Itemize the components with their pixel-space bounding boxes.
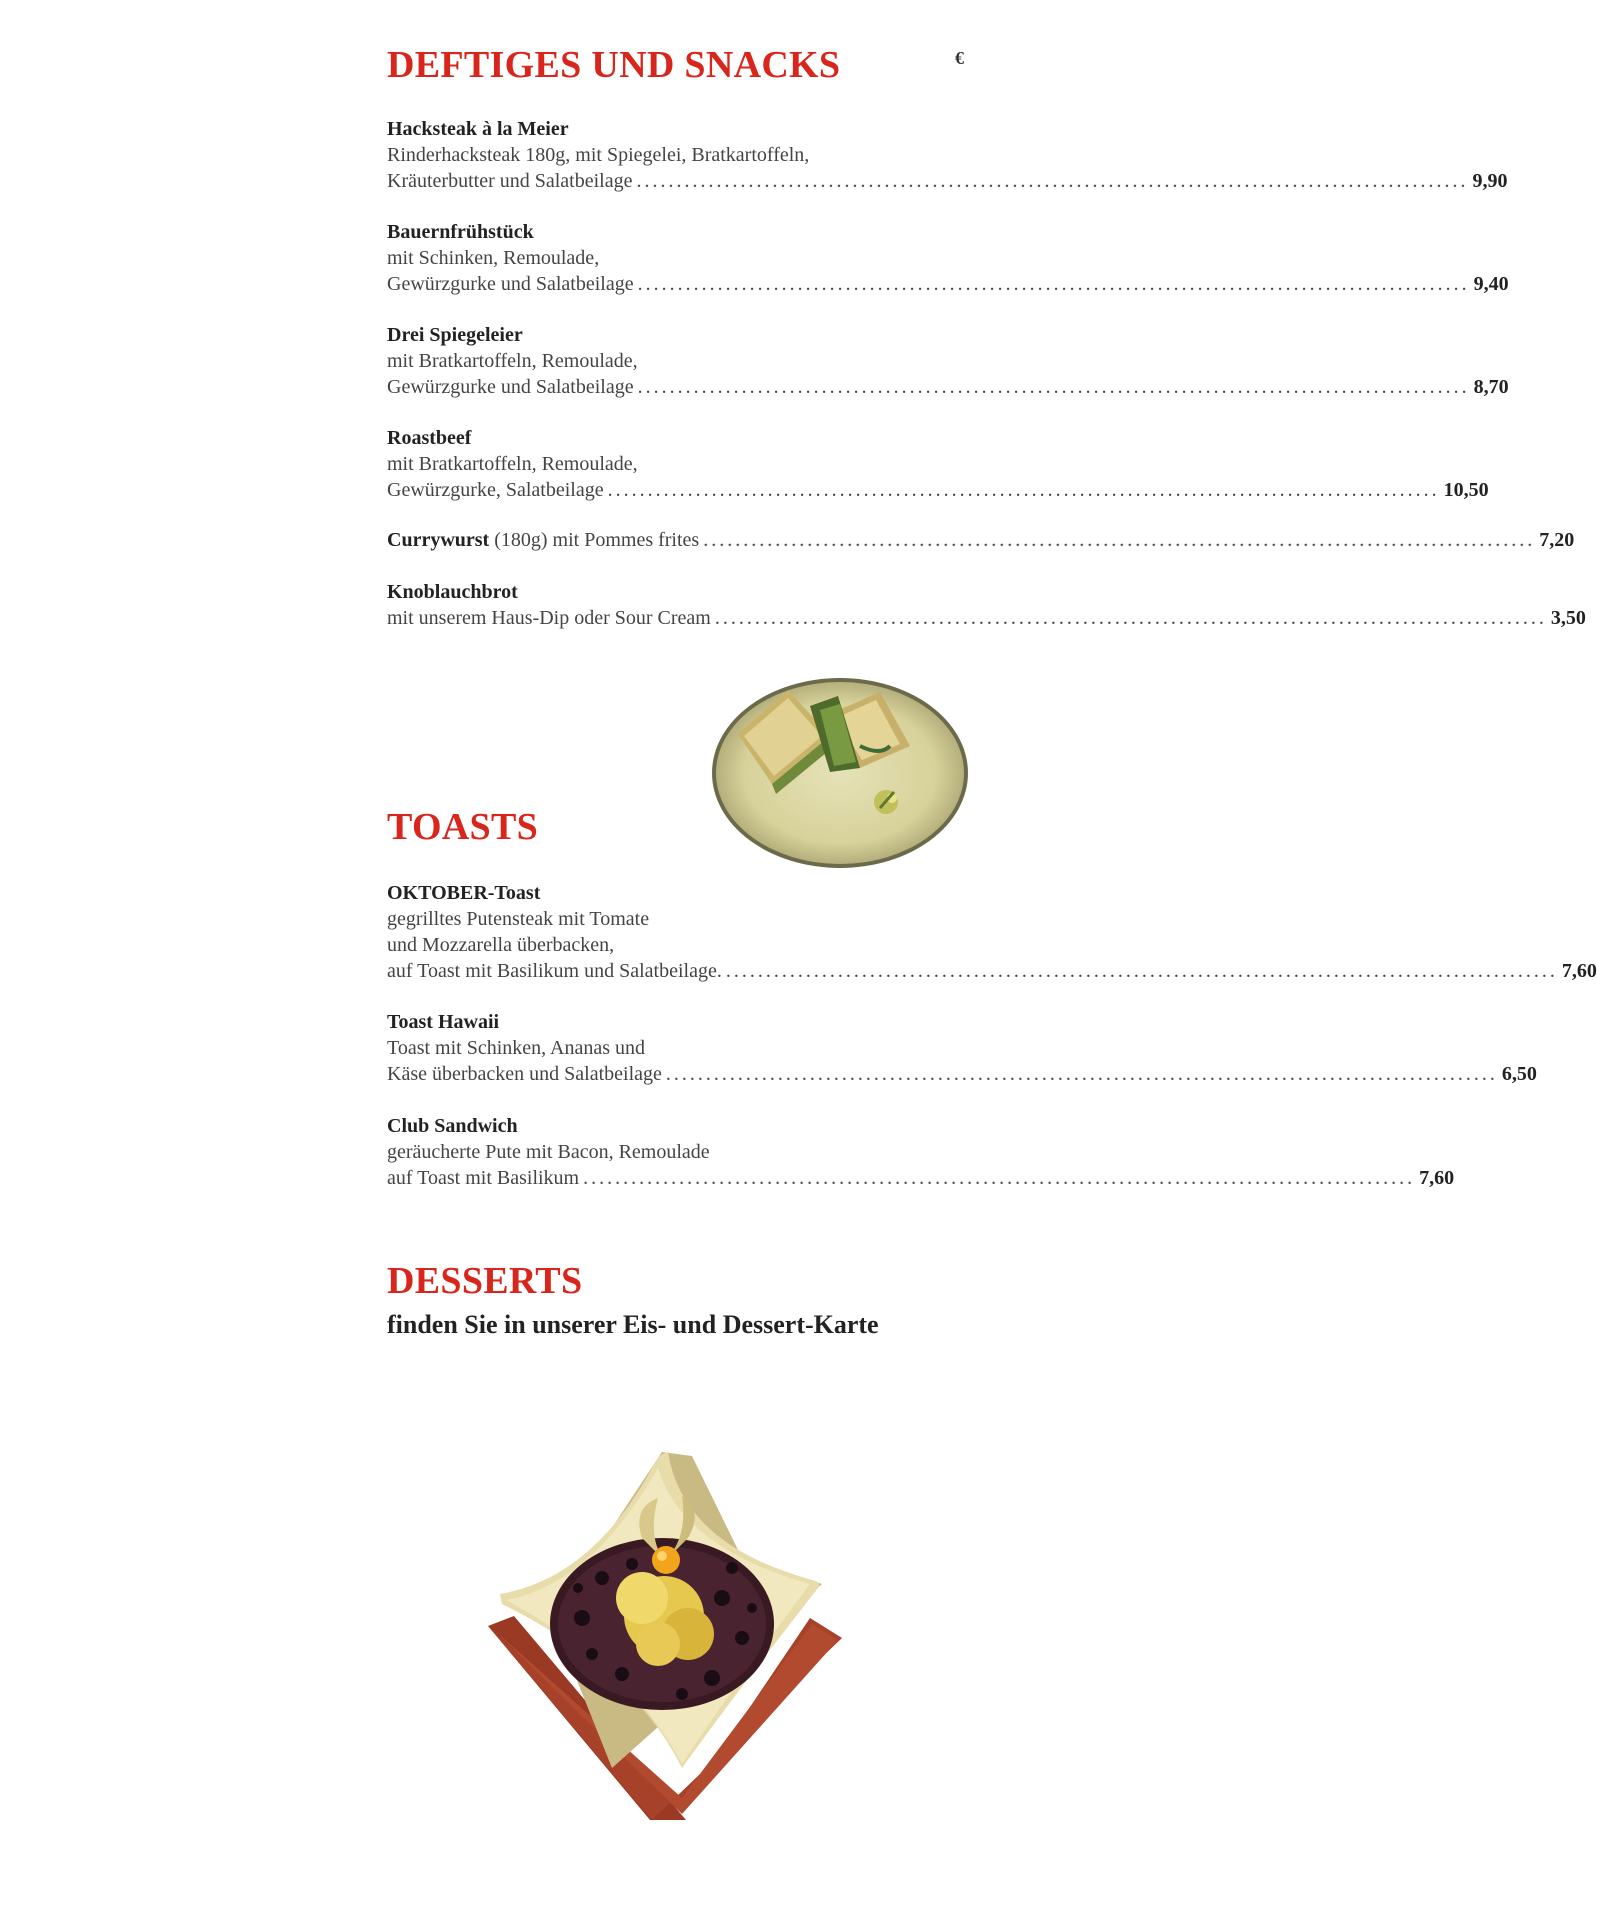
item-price: 8,70 <box>1473 376 1509 398</box>
dot-leader: ........................................................................................................ <box>703 529 1536 551</box>
menu-item <box>387 219 1509 297</box>
item-text <box>387 527 699 553</box>
menu-item <box>387 425 1489 503</box>
item-description: auf Toast mit Basilikum und Salatbeilage. <box>387 960 722 982</box>
dessert-plate-image <box>482 1448 882 1820</box>
item-description: und Mozzarella überbacken, <box>387 934 615 956</box>
section-title-toasts: TOASTS <box>387 806 539 848</box>
item-description: gegrilltes Putensteak mit Tomate <box>387 908 650 930</box>
price-line <box>387 527 1575 553</box>
menu-item <box>387 579 1586 631</box>
section-title-desserts: DESSERTS <box>387 1260 583 1302</box>
price-line <box>387 958 1597 984</box>
item-price: 7,60 <box>1561 960 1597 982</box>
dot-leader: ........................................................................................................ <box>714 607 1547 629</box>
dot-leader: ........................................................................................................ <box>637 273 1470 295</box>
item-description: Gewürzgurke und Salatbeilage <box>387 376 634 398</box>
menu-item <box>387 1009 1537 1087</box>
price-line <box>387 477 1489 503</box>
item-price: 10,50 <box>1443 479 1489 501</box>
item-price: 7,20 <box>1539 529 1575 551</box>
item-name: Currywurst <box>387 529 490 551</box>
item-description: mit unserem Haus-Dip oder Sour Cream <box>387 607 711 629</box>
price-line <box>387 168 1508 194</box>
item-description: Toast mit Schinken, Ananas und <box>387 1037 646 1059</box>
dot-leader: ........................................................................................................ <box>583 1167 1416 1189</box>
menu-item <box>387 1113 1455 1191</box>
item-description: Käse überbacken und Salatbeilage <box>387 1063 662 1085</box>
item-price: 9,90 <box>1472 170 1508 192</box>
item-description: (180g) mit Pommes frites <box>489 529 700 551</box>
menu-item <box>387 880 1597 984</box>
item-price: 3,50 <box>1550 607 1586 629</box>
dot-leader: ........................................................................................................ <box>725 960 1558 982</box>
item-description: Gewürzgurke, Salatbeilage <box>387 479 604 501</box>
item-name: Bauernfrühstück <box>387 221 534 243</box>
section-title-snacks: DEFTIGES UND SNACKS <box>387 44 841 86</box>
item-name: Toast Hawaii <box>387 1011 500 1033</box>
dot-leader: ........................................................................................................ <box>637 376 1470 398</box>
item-price: 6,50 <box>1501 1063 1537 1085</box>
item-name: Knoblauchbrot <box>387 581 518 603</box>
price-line <box>387 605 1586 631</box>
item-description: Gewürzgurke und Salatbeilage <box>387 273 634 295</box>
item-name: Club Sandwich <box>387 1115 518 1137</box>
desserts-subtitle: finden Sie in unserer Eis- und Dessert-Karte <box>387 1310 879 1339</box>
item-description: mit Schinken, Remoulade, <box>387 247 600 269</box>
currency-symbol: € <box>955 48 964 68</box>
menu-item <box>387 322 1509 400</box>
price-line <box>387 374 1509 400</box>
item-name: OKTOBER-Toast <box>387 882 541 904</box>
price-line <box>387 1061 1537 1087</box>
item-description: mit Bratkartoffeln, Remoulade, <box>387 350 638 372</box>
item-price: 7,60 <box>1419 1167 1455 1189</box>
item-description: geräucherte Pute mit Bacon, Remoulade <box>387 1141 710 1163</box>
menu-item <box>387 116 1508 194</box>
item-description: Rinderhacksteak 180g, mit Spiegelei, Bratkartoffeln, <box>387 144 810 166</box>
item-name: Roastbeef <box>387 427 472 449</box>
item-name: Hacksteak à la Meier <box>387 118 569 140</box>
dot-leader: ........................................................................................................ <box>636 170 1469 192</box>
item-description: auf Toast mit Basilikum <box>387 1167 580 1189</box>
dot-leader: ........................................................................................................ <box>665 1063 1498 1085</box>
price-line <box>387 1165 1455 1191</box>
sandwich-plate-image <box>710 676 970 870</box>
item-name: Drei Spiegeleier <box>387 324 523 346</box>
item-description: mit Bratkartoffeln, Remoulade, <box>387 453 638 475</box>
price-line <box>387 271 1509 297</box>
item-price: 9,40 <box>1473 273 1509 295</box>
menu-item <box>387 527 1575 553</box>
item-description: Kräuterbutter und Salatbeilage <box>387 170 633 192</box>
dot-leader: ........................................................................................................ <box>607 479 1440 501</box>
